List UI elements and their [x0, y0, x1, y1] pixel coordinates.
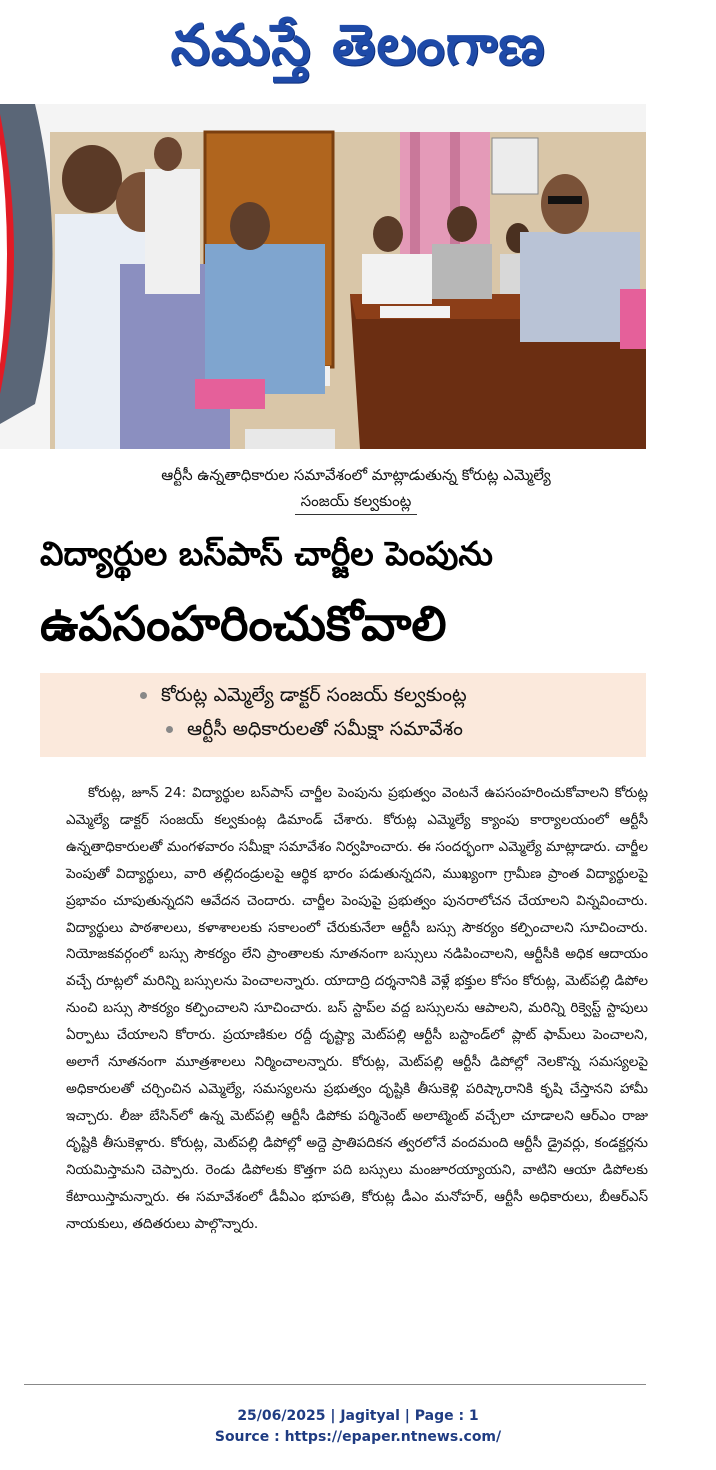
- subhead-text: ఆర్టీసీ అధికారులతో సమీక్షా సమావేశం: [187, 718, 463, 740]
- headline-line-2: ఉపసంహరించుకోవాలి: [40, 596, 447, 652]
- photo-caption: [66, 462, 646, 515]
- caption-line-1: ఆర్టీసీ ఉన్నతాధికారుల సమావేశంలో మాట్లాడుతున్న కోరుట్ల ఎమ్మెల్యే: [161, 466, 551, 484]
- bottom-divider: [24, 1384, 646, 1385]
- meeting-photo: [0, 104, 646, 449]
- article-body: కోరుట్ల, జూన్ 24: విద్యార్థుల బస్‌పాస్ చార్జీల పెంపును ప్రభుత్వం వెంటనే ఉపసంహరించుకోవాలని కోరుట్ల ఎమ్మెల్యే డాక్టర్ సంజయ్ కల్వకుంట్ల డిమాండ్ చేశారు. కోరుట్ల ఎమ్మెల్యే క్యాంపు కార్యాలయంలో ఆర్టీసీ ఉన్నతాధికారులతో మంగళవారం సమీక్షా సమావేశం నిర్వహించారు. ఈ సందర్భంగా ఎమ్మెల్యే మాట్లాడారు. చార్జీల పెంపుతో విద్యార్థులు, వారి తల్లిదండ్రులపై ఆర్థిక భారం పడుతున్నదని, ముఖ్యంగా గ్రామీణ ప్రాంత విద్యార్థులపై ప్రభావం చూపుతున్నదని ఆవేదన చెందారు. చార్జీల పెంపుపై ప్రభుత్వం పునరాలోచన చేయాలని విన్నవించారు. విద్యార్థులు పాఠశాలలు, కళాశాలలకు సకాలంలో చేరుకునేలా ఆర్టీసీ బస్సు సౌకర్యం కల్పించాలని సూచించారు. నియోజకవర్గంలో బస్సు సౌకర్యం లేని ప్రాంతాలకు నూతనంగా బస్సులు నడిపించాలని, ఆర్టీసీకి అధిక ఆదాయం వచ్చే రూట్లలో మరిన్ని బస్సులను పెంచాలన్నారు. యాదాద్రి దర్శనానికి వెళ్లే భక్తుల కోసం కోరుట్ల, మెట్‌పల్లి డిపోల నుంచి బస్సు సౌకర్యం కల్పించాలని సూచించారు. బస్ స్టాప్‌ల వద్ద బస్సులను ఆపాలని, మరిన్ని రిక్వెస్ట్ స్టాపులు ఏర్పాటు చేయాలని కోరారు. ప్రయాణికుల రద్దీ దృష్ట్యా మెట్‌పల్లి ఆర్టీసీ బస్టాండ్‌లో ప్లాట్ ఫామ్‌లు పెంచాలని, అలాగే నూతనంగా మూత్రశాలలు నిర్మించాలన్నారు. కోరుట్ల, మెట్‌పల్లి ఆర్టీసీ డిపోల్లో నెలకొన్న సమస్యలపై అధికారులతో చర్చించిన ఎమ్మెల్యే, సమస్యలను ప్రభుత్వం దృష్టికి తీసుకెళ్లి పరిష్కారానికి కృషి చేస్తానని హామీ ఇచ్చారు. లీజు బేసిన్‌లో ఉన్న మెట్‌పల్లి ఆర్టీసీ డిపోకు పర్మినెంట్ అలాట్మెంట్ వచ్చేలా చూడాలని ఆర్‌ఎం రాజు దృష్టికి తీసుకెళ్లారు. కోరుట్ల, మెట్‌పల్లి డిపోల్లో అద్దె ప్రాతిపదికన త్వరలోనే వందమంది ఆర్టీసీ డ్రైవర్లు, కండక్టర్లను నియమిస్తామని చెప్పారు. రెండు డిపోలకు కొత్తగా పది బస్సులు మంజూరయ్యాయని, వాటిని ఆయా డిపోలకు కేటాయిస్తామన్నారు. ఈ సమావేశంలో డీవీఎం భూపతి, కోరుట్ల డీఎం మనోహర్, ఆర్టీసీ అధికారులు, బీఆర్‌ఎస్ నాయకులు, తదితరులు పాల్గొన్నారు.: [66, 785, 648, 1232]
- footer-dateline: 25/06/2025 | Jagityal | Page : 1: [237, 1408, 479, 1424]
- subhead-item: [140, 681, 467, 709]
- newspaper-title: నమస్తే తెలంగాణ: [170, 13, 546, 78]
- meeting-photo-icon: [0, 104, 646, 449]
- subhead-text: కోరుట్ల ఎమ్మెల్యే డాక్టర్ సంజయ్ కల్వకుంట్ల: [161, 684, 467, 706]
- masthead: [0, 2, 716, 94]
- caption-line-2: సంజయ్ కల్వకుంట్ల: [295, 488, 418, 515]
- footer: [0, 1406, 716, 1448]
- bullet-icon: [166, 726, 173, 733]
- footer-source: Source : https://epaper.ntnews.com/: [214, 1429, 502, 1445]
- bullet-icon: [140, 692, 147, 699]
- subhead-box: [40, 673, 646, 757]
- headline-line-1: విద్యార్థుల బస్‌పాస్ చార్జీల పెంపును: [40, 534, 493, 573]
- subhead-item: [166, 715, 463, 743]
